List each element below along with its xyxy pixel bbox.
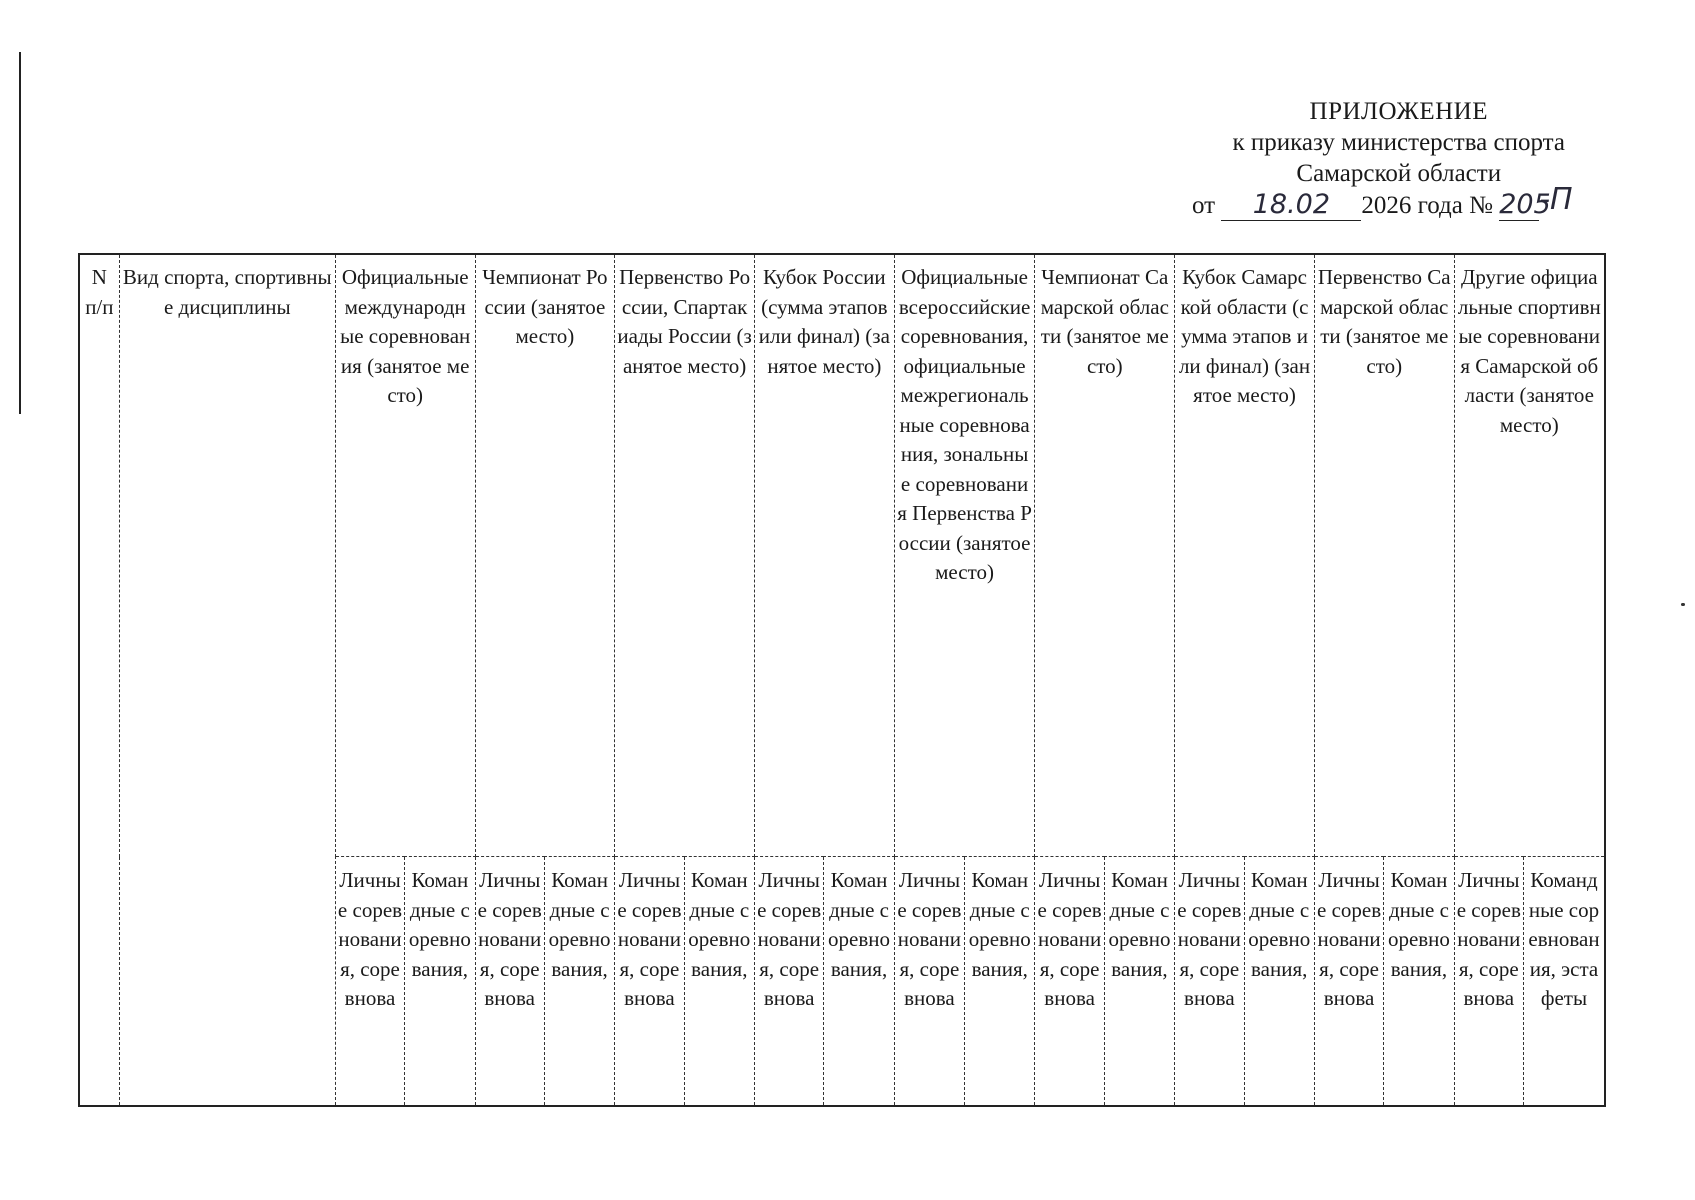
subheader-personal: Личные соревнования, соревнова xyxy=(1175,857,1244,1107)
appendix-header xyxy=(1232,96,1565,189)
header-sport: Вид спорта, спортивные дисциплины xyxy=(119,254,335,1106)
subheader-team: Командные соревнования, xyxy=(1244,857,1314,1107)
header-group: Другие официальные спортивные соревнования Самарской области (занятое место) xyxy=(1454,254,1605,857)
header-group: Чемпионат России (занятое место) xyxy=(475,254,615,857)
order-date-handwritten: 18.02 xyxy=(1221,190,1361,221)
order-year-text: 2026 года № xyxy=(1361,192,1493,219)
header-group: Кубок России (сумма этапов или финал) (занятое место) xyxy=(754,254,894,857)
subheader-team: Командные соревнования, эстафеты xyxy=(1523,857,1605,1107)
subheader-team: Командные соревнования, xyxy=(684,857,754,1107)
appendix-title: ПРИЛОЖЕНИЕ xyxy=(1309,98,1488,125)
subheader-personal: Личные соревнования, соревнова xyxy=(615,857,684,1107)
margin-rule xyxy=(19,52,21,414)
order-number-handwritten: 205 xyxy=(1499,189,1551,220)
date-prefix: от xyxy=(1192,192,1216,219)
header-npp: N п/п xyxy=(79,254,119,1106)
subheader-personal: Личные соревнования, соревнова xyxy=(894,857,964,1107)
appendix-region-line: Самарской области xyxy=(1296,160,1502,187)
header-group: Первенство России, Спартакиады России (занятое место) xyxy=(615,254,755,857)
subheader-personal: Личные соревнования, соревнова xyxy=(1454,857,1523,1107)
subheader-personal: Личные соревнования, соревнова xyxy=(754,857,823,1107)
header-group: Первенство Самарской области (занятое место) xyxy=(1314,254,1454,857)
header-group: Официальные международные соревнования (занятое место) xyxy=(335,254,475,857)
header-group: Кубок Самарской области (сумма этапов или финал) (занятое место) xyxy=(1175,254,1315,857)
subheader-team: Командные соревнования, xyxy=(824,857,894,1107)
subheader-team: Командные соревнования, xyxy=(1104,857,1174,1107)
subheader-team: Командные соревнования, xyxy=(965,857,1035,1107)
header-group: Чемпионат Самарской области (занятое место) xyxy=(1035,254,1175,857)
subheader-personal: Личные соревнования, соревнова xyxy=(335,857,404,1107)
subheader-personal: Личные соревнования, соревнова xyxy=(475,857,544,1107)
order-number-suffix: -П xyxy=(1539,182,1573,217)
table-header-row xyxy=(79,254,1605,857)
subheader-team: Командные соревнования, xyxy=(544,857,614,1107)
scan-mark xyxy=(1681,603,1685,606)
appendix-order-line: к приказу министерства спорта xyxy=(1232,129,1565,156)
subheader-personal: Личные соревнования, соревнова xyxy=(1314,857,1383,1107)
order-date-number xyxy=(1192,182,1573,221)
subheader-team: Командные соревнования, xyxy=(405,857,475,1107)
subheader-team: Командные соревнования, xyxy=(1384,857,1454,1107)
header-group: Официальные всероссийские соревнования, официальные межрегиональные соревнования, зональные соревнования Первенства России (занятое место) xyxy=(894,254,1035,857)
subheader-personal: Личные соревнования, соревнова xyxy=(1035,857,1104,1107)
competition-table xyxy=(78,253,1606,1107)
